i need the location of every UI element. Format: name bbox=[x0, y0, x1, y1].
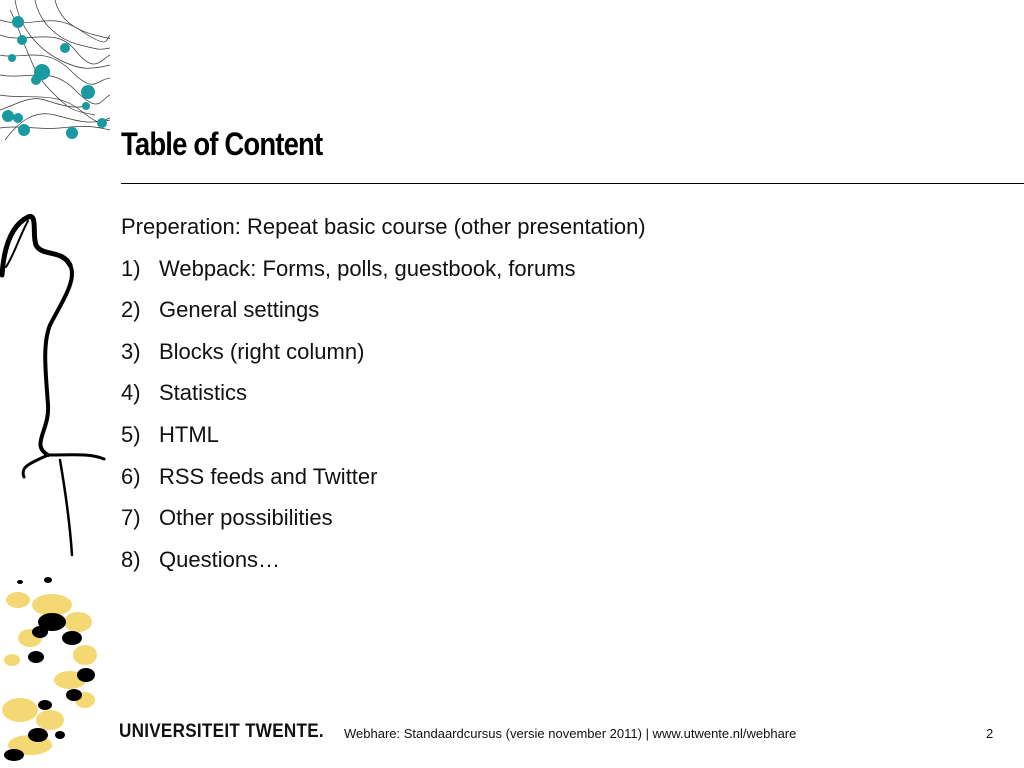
university-logo: UNIVERSITEIT TWENTE. bbox=[119, 721, 324, 742]
content-list bbox=[121, 206, 1001, 580]
item-number: 1) bbox=[121, 255, 141, 281]
item-number: 4) bbox=[121, 380, 141, 406]
slide-title: Table of Content bbox=[121, 126, 323, 162]
item-number: 8) bbox=[121, 546, 141, 572]
item-label: Questions… bbox=[159, 546, 281, 572]
list-item bbox=[121, 414, 1001, 456]
page-number: 2 bbox=[986, 726, 994, 741]
item-label: Other possibilities bbox=[159, 505, 333, 531]
item-label: RSS feeds and Twitter bbox=[159, 463, 378, 489]
decorative-brush-stroke bbox=[0, 205, 110, 565]
decorative-lines-graphic bbox=[0, 0, 110, 150]
intro-line: Preperation: Repeat basic course (other presentation) bbox=[121, 214, 646, 239]
item-number: 6) bbox=[121, 463, 141, 489]
list-item bbox=[121, 372, 1001, 414]
list-item bbox=[121, 331, 1001, 373]
footer-text: Webhare: Standaardcursus (versie november 2011) | www.utwente.nl/webhare bbox=[344, 726, 797, 741]
item-label: Webpack: Forms, polls, guestbook, forums bbox=[159, 255, 576, 281]
list-item bbox=[121, 497, 1001, 539]
list-item bbox=[121, 539, 1001, 581]
item-label: Statistics bbox=[159, 380, 248, 406]
item-label: Blocks (right column) bbox=[159, 338, 365, 364]
item-number: 2) bbox=[121, 297, 141, 323]
item-number: 3) bbox=[121, 338, 141, 364]
item-label: General settings bbox=[159, 297, 320, 323]
item-number: 7) bbox=[121, 505, 141, 531]
item-number: 5) bbox=[121, 421, 141, 447]
list-item bbox=[121, 456, 1001, 498]
list-item bbox=[121, 248, 1001, 290]
title-divider bbox=[121, 183, 1024, 184]
decorative-blob-pattern bbox=[0, 560, 110, 768]
list-item bbox=[121, 289, 1001, 331]
item-label: HTML bbox=[159, 421, 219, 447]
